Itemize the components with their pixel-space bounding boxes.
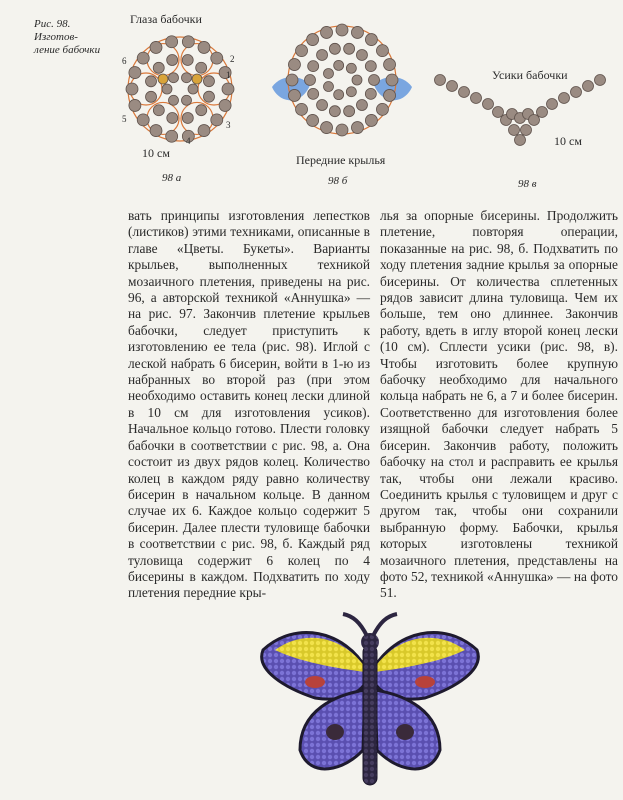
label-butterfly-eyes: Глаза бабочки [130,12,202,26]
text-column-left [128,208,370,602]
bead [219,99,231,111]
bead [583,81,594,92]
bead [384,89,396,101]
bead [521,125,532,136]
bead [329,43,340,54]
number-5: 5 [122,114,127,124]
bead [288,89,300,101]
label-thread-length: 10 см [142,146,170,160]
bead [146,91,157,102]
bead [129,67,141,79]
sublabel-98a: 98 а [162,172,182,184]
bead [196,105,207,116]
bead [188,84,198,94]
bead [129,99,141,111]
bead [352,75,362,85]
bead [323,82,333,92]
caption-line-2: ление бабочки [34,44,101,56]
bead [182,55,193,66]
bead [182,36,194,48]
bead [203,76,214,87]
bead [459,87,470,98]
figure-98a [118,12,248,192]
bead [153,62,164,73]
bead [286,74,298,86]
number-6: 6 [122,56,127,66]
bead [182,73,192,83]
bead [336,24,348,36]
figure-98b [262,15,422,193]
bead [198,125,210,137]
bead [169,73,179,83]
bead [211,52,223,64]
bead [307,34,319,46]
bead [317,100,328,111]
bead [595,75,606,86]
bead [126,83,138,95]
bead [196,62,207,73]
bead [182,95,192,105]
bead [317,49,328,60]
bead [334,60,344,70]
number-2: 2 [230,54,235,64]
figure-98c [434,60,614,192]
bead [384,59,396,71]
sublabel-98b: 98 б [328,175,348,187]
bead [198,41,210,53]
bead [296,103,308,115]
bead [308,61,319,72]
bead [162,84,172,94]
body-wings-diagram [262,15,422,150]
bead [203,91,214,102]
bead [329,106,340,117]
bead [288,59,300,71]
bead [351,122,363,134]
bead [447,81,458,92]
bead [344,106,355,117]
label-front-wings: Передние крылья [296,153,386,167]
text-column-right [380,208,618,602]
bead [169,95,179,105]
bead [222,83,234,95]
bead [334,90,344,100]
bead [182,112,193,123]
bead [321,122,333,134]
bead [559,93,570,104]
bead [471,93,482,104]
body-text-right: лья за опорные бисерины. Продолжить плетение, повторяя операции, показанные на рис. 98, б. Подхватить по ходу плетения задние крылья за опорные бисерины. От количества сплетенных рядов зависит длина туловища. Чем их больше, тем оно длиннее. Закончив работу, вдеть в иглу второй конец лески (10 см). Сплести усики (рис. 98, в). Чтобы изготовить более крупную бабочку необходимо для начального кольца набрать не 6, а 7 и более бисерин. Соответственно для изготовления более изящной бабочки следует набрать 5 бисерин. Закончив работу, положить бабочку на стол и расправить ее крылья так, чтобы они лежали красиво. Соединить крылья с туловищем и друг с другом так, чтобы они сохранили выбранную форму. Бабочки, крылья которых изготовлены техникой мозаичного плетения, представлены на фото 52, техникой «Аннушка» — на фото 51. [380,208,618,601]
bead [509,125,520,136]
figure-caption [34,18,114,57]
bead [376,103,388,115]
bead [321,26,333,38]
number-4: 4 [186,136,191,146]
bead [356,100,367,111]
caption-line-1: Рис. 98. Изготов- [34,18,78,43]
bead [137,52,149,64]
bead [192,74,202,84]
bead [365,34,377,46]
bead [547,99,558,110]
bead [344,43,355,54]
sublabel-98c: 98 в [518,178,537,190]
bead [346,63,356,73]
bead [137,114,149,126]
bead [376,45,388,57]
beaded-butterfly-image [255,610,485,795]
bead [346,87,356,97]
label-antennae: Усики бабочки [492,68,568,82]
bead [365,88,376,99]
bead [435,75,446,86]
bead [146,76,157,87]
bead [166,36,178,48]
bead [166,130,178,142]
bead [351,26,363,38]
bead [356,49,367,60]
bead [150,41,162,53]
bead [211,114,223,126]
bead [308,88,319,99]
bead [167,112,178,123]
bead [307,114,319,126]
bead [483,99,494,110]
bead [365,61,376,72]
bead [167,55,178,66]
bead [515,135,526,146]
bead [158,74,168,84]
bead [369,75,380,86]
bead [571,87,582,98]
number-3: 3 [226,120,231,130]
head-bead-diagram [118,27,248,162]
bead [323,68,333,78]
label-antennae-length: 10 см [554,134,582,148]
bead [386,74,398,86]
bead [153,105,164,116]
bead [365,114,377,126]
body-text-left: вать принципы изготовления лепестков (листиков) этими техниками, описанные в главе «Цветы. Букеты». Варианты крыльев, выполненных техникой мозаичного плетения, приведены на рис. 96, а авторской техникой «Аннушка» — на рис. 97. Закончив плетение крыльев бабочки, следует приступить к изготовлению ее тела (рис. 98). Иглой с леской набрать 6 бисерин, войти в 1-ю из набранных во второй раз (при этом необходимо оставить конец лески длиной в 10 см для изготовления усиков). Начальное кольцо готово. Плести головку бабочки в соответствии с рис. 98, а. Она состоит из двух рядов колец. Количество колец в каждом ряду равно количеству бисерин в начальном кольце. В данном случае их 6. Каждое кольцо содержит 5 бисерин. Далее плести туловище бабочки в соответствии с рис. 98, б. Каждый ряд туловища содержит 6 колец по 4 бисерины в каждом. Подхватить по ходу плетения передние кры- [128,208,370,601]
number-1: 1 [226,70,231,80]
bead [296,45,308,57]
bead [305,75,316,86]
bead [537,107,548,118]
bead [150,125,162,137]
bead [336,124,348,136]
